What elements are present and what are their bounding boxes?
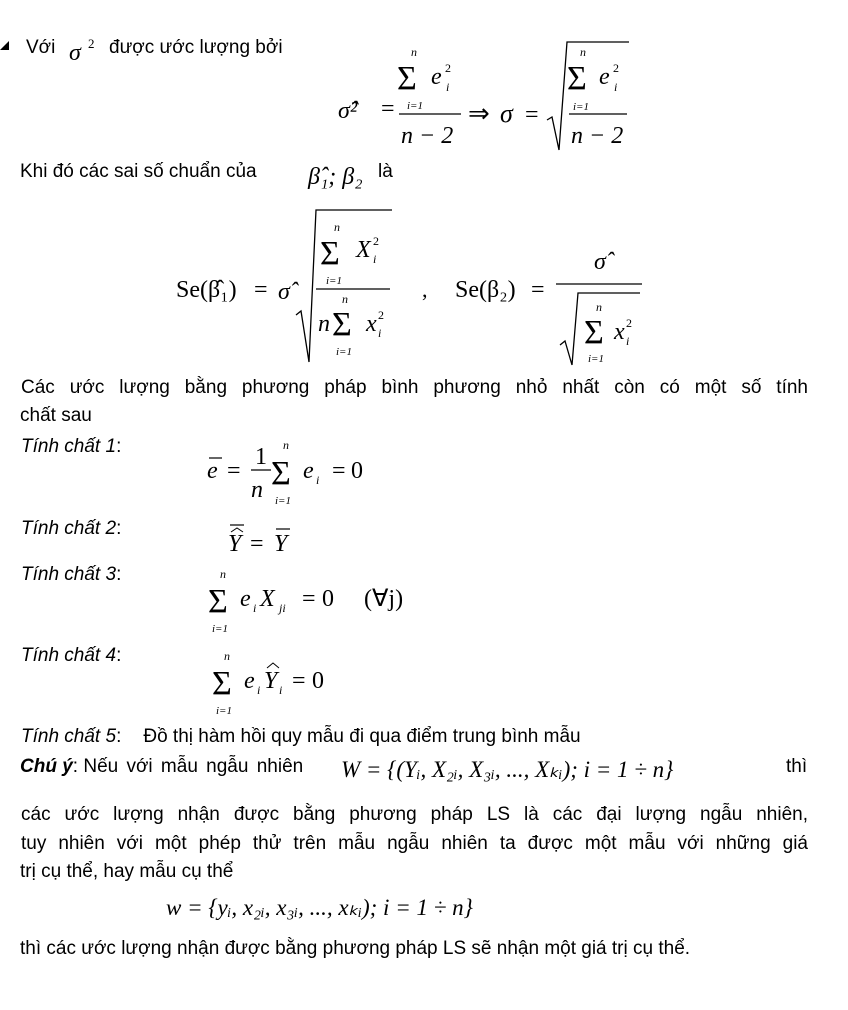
paragraph-line-1: Các ước lượng bằng phương pháp bình phương nhỏ nhất còn có một số tính: [21, 377, 808, 398]
intro-prefix: Với: [26, 37, 56, 58]
svg-text:Y: Y: [274, 531, 288, 557]
paragraph-line-2: chất sau: [20, 405, 92, 426]
property-3-formula: [208, 566, 418, 636]
svg-text:e: e: [431, 64, 442, 90]
svg-text:=: =: [227, 458, 241, 484]
svg-text:i=1: i=1: [336, 346, 352, 358]
svg-text:i=1: i=1: [216, 705, 232, 717]
svg-text:i=1: i=1: [326, 275, 342, 287]
svg-text:2: 2: [373, 234, 379, 248]
svg-text:i=1: i=1: [407, 100, 423, 112]
svg-text:Y: Y: [264, 668, 278, 694]
svg-text:Σ: Σ: [332, 306, 352, 343]
intro-suffix: được ước lượng bởi: [109, 37, 283, 58]
svg-text:Σ: Σ: [320, 235, 340, 272]
note-line-4: trị cụ thể, hay mẫu cụ thể: [20, 861, 234, 882]
svg-text:β̂₁; β₂: β̂₁; β₂: [308, 164, 363, 190]
svg-text:i: i: [316, 473, 320, 487]
svg-text:=: =: [525, 102, 539, 128]
property-2-label: Tính chất 2:: [21, 518, 122, 539]
svg-text:i: i: [614, 80, 618, 94]
svg-text:i: i: [446, 80, 450, 94]
note-w-formula: w = {yᵢ, x₂ᵢ, x₃ᵢ, ..., xₖᵢ); i = 1 ÷ n}: [166, 895, 473, 920]
svg-text:2: 2: [88, 36, 95, 51]
svg-text:0: 0: [312, 668, 324, 694]
svg-text:e: e: [207, 458, 218, 484]
svg-text:Se(β₂): Se(β₂): [455, 277, 516, 303]
svg-text:Y: Y: [228, 531, 242, 557]
svg-text:Σ: Σ: [208, 583, 228, 620]
se-intro-suffix: là: [378, 161, 393, 182]
svg-text:e: e: [240, 586, 251, 612]
svg-text:e: e: [244, 668, 255, 694]
svg-text:n: n: [334, 220, 340, 234]
svg-text:,: ,: [422, 277, 428, 302]
note-line-1: Chú ý: Nếu với mẫu ngẫu nhiên: [20, 756, 304, 777]
svg-text:Σ: Σ: [212, 665, 232, 702]
note-line-2: các ước lượng nhận được bằng phương pháp LS là các đại lượng ngẫu nhiên,: [21, 804, 808, 825]
svg-text:σ: σ: [69, 40, 81, 66]
svg-text:Σ: Σ: [397, 60, 417, 97]
svg-text:x: x: [614, 319, 625, 345]
svg-text:i=1: i=1: [588, 353, 604, 365]
property-1-formula: [205, 440, 375, 510]
svg-text:0: 0: [351, 458, 363, 484]
se-intro-prefix: Khi đó các sai số chuẩn của: [20, 161, 257, 182]
svg-text:n − 2: n − 2: [571, 123, 624, 149]
svg-text:n: n: [318, 311, 330, 337]
svg-text:n: n: [342, 292, 348, 306]
note-last-line: thì các ước lượng nhận được bằng phương pháp LS sẽ nhận một giá trị cụ thể.: [20, 938, 691, 959]
svg-text:e: e: [303, 458, 314, 484]
svg-text:n − 2: n − 2: [401, 123, 454, 149]
svg-text:2: 2: [378, 308, 384, 322]
note-suffix: thì: [786, 756, 808, 777]
svg-text:=: =: [250, 531, 264, 557]
formula-standard-errors: [176, 207, 646, 367]
svg-text:1: 1: [255, 444, 267, 470]
svg-text:=: =: [254, 277, 268, 303]
svg-text:n: n: [220, 567, 226, 581]
property-4-label: Tính chất 4:: [21, 645, 122, 666]
svg-text:i: i: [257, 683, 261, 697]
svg-text:i=1: i=1: [212, 623, 228, 635]
svg-text:n: n: [596, 300, 602, 314]
svg-text:n: n: [251, 477, 263, 503]
svg-text:X: X: [356, 237, 371, 263]
property-1-label: Tính chất 1:: [21, 436, 122, 457]
svg-text:i: i: [253, 601, 257, 615]
formula-sigma-hat: [335, 42, 635, 154]
svg-text:Σ: Σ: [584, 314, 604, 351]
svg-text:i: i: [279, 683, 283, 697]
svg-text:X: X: [260, 586, 275, 612]
property-4-formula: [212, 648, 342, 718]
svg-text:=: =: [381, 96, 395, 122]
betas-symbol: [306, 154, 376, 198]
svg-text:i: i: [373, 252, 377, 266]
svg-text:=: =: [531, 277, 545, 303]
svg-text:e: e: [599, 64, 610, 90]
svg-text:=: =: [292, 668, 306, 694]
svg-text:i=1: i=1: [573, 101, 589, 113]
property-5: Tính chất 5: Đồ thị hàm hồi quy mẫu đi qua điểm trung bình mẫu: [21, 726, 581, 747]
svg-text:n: n: [283, 438, 289, 452]
svg-text:σ̂: σ̂: [594, 249, 606, 275]
svg-text:2: 2: [613, 61, 619, 75]
property-2-formula: [226, 518, 306, 558]
svg-text:σ̂²: σ̂²: [338, 98, 358, 124]
svg-text:x: x: [366, 311, 377, 337]
svg-text:Se(β̂₁): Se(β̂₁): [176, 277, 237, 303]
svg-text:2: 2: [445, 61, 451, 75]
bullet-icon: [0, 41, 9, 50]
svg-text:ji: ji: [279, 601, 286, 615]
svg-text:i=1: i=1: [275, 495, 291, 507]
note-W-formula: W = {(Yᵢ, X₂ᵢ, X₃ᵢ, ..., Xₖᵢ); i = 1 ÷ n}: [341, 757, 674, 782]
svg-text:σ̂: σ̂: [278, 279, 290, 305]
svg-text:⇒: ⇒: [468, 99, 490, 128]
sigma-squared: [66, 36, 106, 66]
svg-text:n: n: [580, 45, 586, 59]
property-3-label: Tính chất 3:: [21, 564, 122, 585]
svg-text:Σ: Σ: [271, 455, 291, 492]
note-line-3: tuy nhiên với một phép thử trên mẫu ngẫu nhiên ta được một mẫu với những giá: [21, 833, 808, 854]
svg-text:i: i: [378, 326, 382, 340]
svg-text:0: 0: [322, 586, 334, 612]
svg-text:2: 2: [626, 316, 632, 330]
svg-text:=: =: [302, 586, 316, 612]
svg-text:n: n: [411, 45, 417, 59]
svg-text:Σ: Σ: [567, 60, 587, 97]
svg-text:(∀j): (∀j): [364, 586, 404, 612]
svg-text:n: n: [224, 649, 230, 663]
svg-text:=: =: [332, 458, 346, 484]
svg-text:i: i: [626, 334, 630, 348]
svg-text:σ: σ: [500, 99, 513, 128]
